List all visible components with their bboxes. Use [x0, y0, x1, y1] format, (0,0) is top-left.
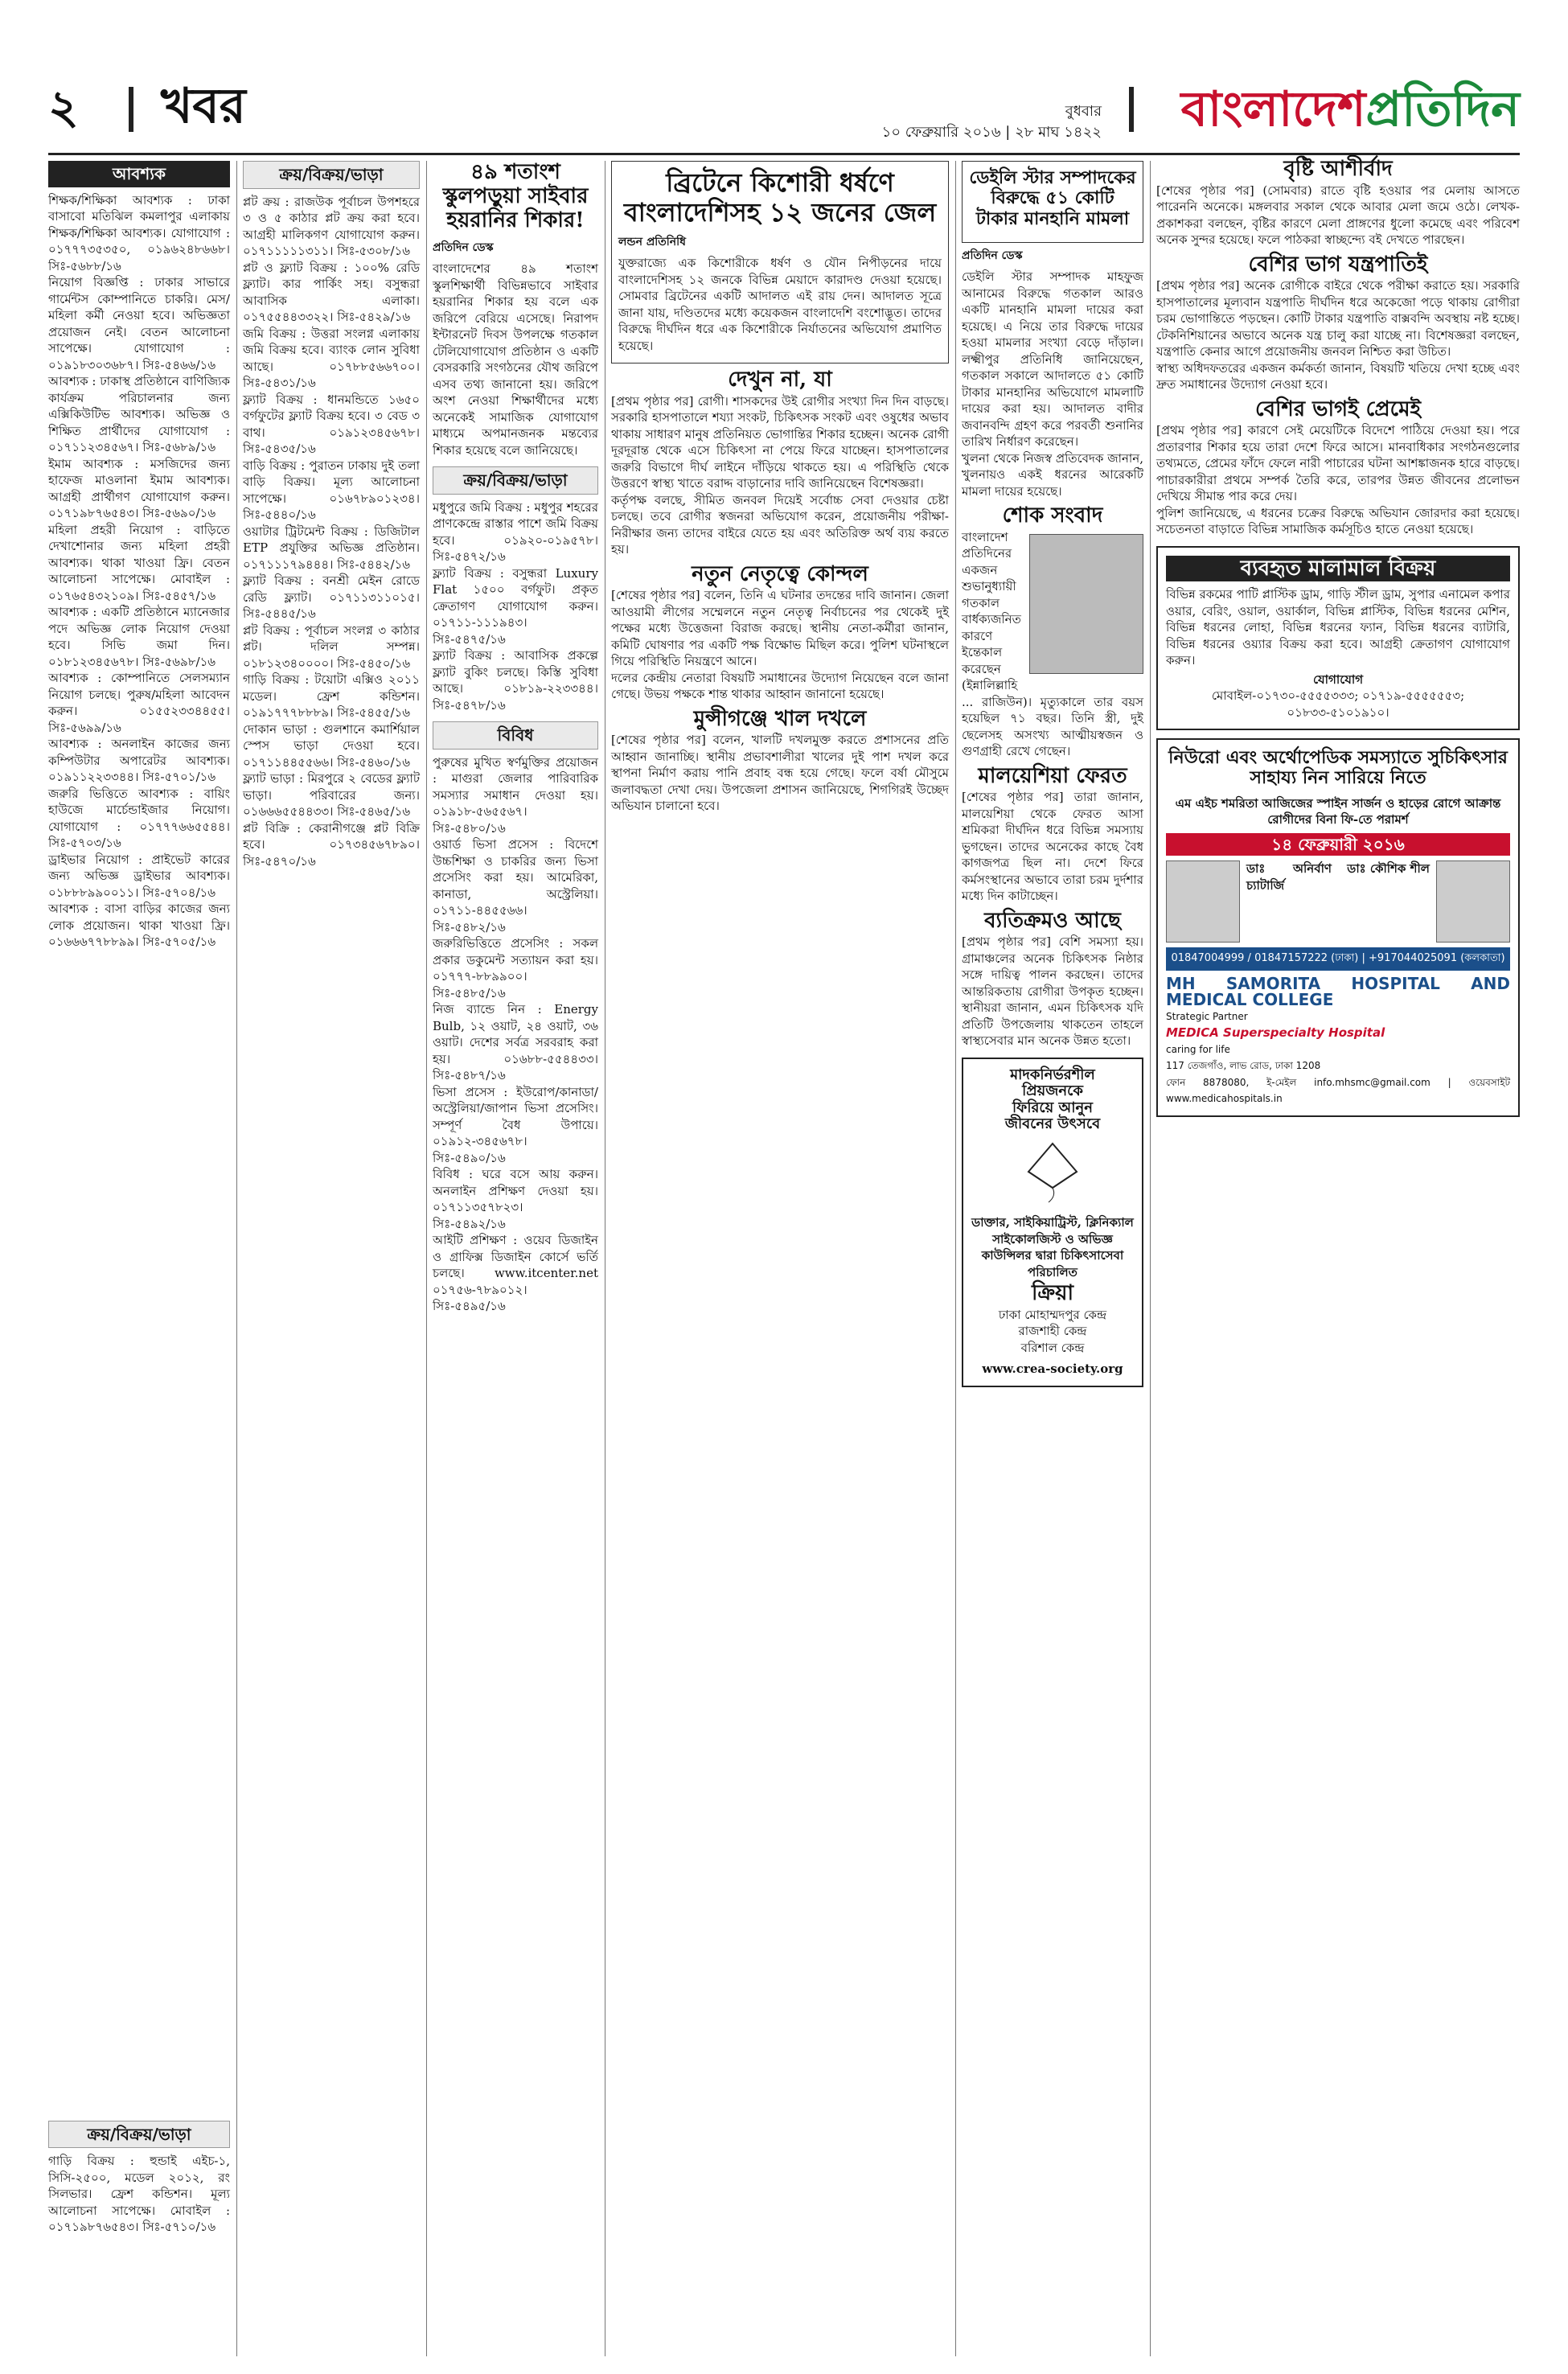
byline: প্রতিদিন ডেস্ক: [962, 248, 1023, 262]
obituary-photo: [1029, 534, 1143, 674]
ad-subtitle: ডাক্তার, সাইকিয়াট্রিস্ট, ক্লিনিক্যাল সাইকোলজিস্ট ও অভিজ্ঞ কাউন্সিলর দ্বারা চিকিৎসাসেবা পরিচালিত: [971, 1215, 1134, 1279]
masthead-divider: [129, 87, 133, 132]
story-body: বাংলাদেশের ৪৯ শতাংশ স্কুলশিক্ষার্থী বিভিন্নভাবে সাইবার হয়রানির শিকার হয় বলে এক জরিপে বেরিয়ে এসেছে। নিরাপদ ইন্টারনেট দিবস উপলক্ষে গতকাল টেলিযোগাযোগ প্রতিষ্ঠান ও একটি বেসরকারি সংগঠনের যৌথ জরিপে এসব তথ্য জানানো হয়। জরিপে অংশ নেওয়া শিক্ষার্থীদের মধ্যে অনেকেই সামাজিক যোগাযোগ মাধ্যমে অপমানজনক মন্তব্যের শিকার হয়েছে বলে জানিয়েছে।: [433, 261, 598, 458]
story-headline: নতুন নেতৃত্বে কোন্দল: [692, 561, 868, 586]
ad-tagline: জীবনের উৎসবে: [1004, 1115, 1101, 1133]
ad-center: বরিশাল কেন্দ্র: [1020, 1340, 1085, 1355]
news-column-6: [1156, 157, 1520, 2348]
story-headline: মুন্সীগঞ্জে খাল দখলে: [693, 706, 867, 731]
ad-tagline: ফিরিয়ে আনুন: [1012, 1099, 1093, 1116]
story-headline: বৃষ্টি আশীর্বাদ: [1283, 157, 1393, 181]
classifieds-column-1: [48, 161, 234, 2348]
story-headline: মালয়েশিয়া ফেরত: [978, 763, 1127, 788]
news-column-4: [611, 161, 953, 2348]
ad-headline: নিউরো এবং অর্থোপেডিক সমস্যাতে সুচিকিৎসার সাহায্য নিন সারিয়ে নিতে: [1168, 747, 1508, 789]
lead-story-box: [611, 161, 949, 363]
doctor-photo: [1166, 860, 1240, 943]
ad-title: ব্যবহৃত মালামাল বিক্রয়: [1166, 556, 1510, 582]
classified-ads: প্লট ক্রয় : রাজউক পূর্বাচল উপশহরে ৩ ও ৫ কাঠার প্লট ক্রয় করা হবে। আগ্রহী মালিকগণ যোগাযোগ করুন। ০১৭১১১১১৩১১। সিঃ-৫৩০৮/১৬ প্লট ও ফ্ল্যাট বিক্রয় : ১০০% রেডি ফ্ল্যাট। কার পার্কিং সহ। বসুন্ধরা আবাসিক এলাকা। ০১৭৫৫৪৪৩৩২২। সিঃ-৫৪২৯/১৬ জমি বিক্রয় : উত্তরা সংলগ্ন এলাকায় জমি বিক্রয় হবে। ব্যাংক লোন সুবিধা আছে। ০১৭৮৮৫৬৬৭০০। সিঃ-৫৪৩১/১৬ ফ্ল্যাট বিক্রয় : ধানমন্ডিতে ১৬৫০ বর্গফুটের ফ্ল্যাট বিক্রয় হবে। ৩ বেড ৩ বাথ। ০১৯১২৩৪৫৬৭৮। সিঃ-৫৪৩৫/১৬ বাড়ি বিক্রয় : পুরাতন ঢাকায় দুই তলা বাড়ি বিক্রয়। মূল্য আলোচনা সাপেক্ষে। ০১৬৭৮৯০১২৩৪। সিঃ-৫৪৪০/১৬ ওয়াটার ট্রিটমেন্ট বিক্রয় : ডিজিটাল ETP প্রযুক্তির অভিজ্ঞ প্রতিষ্ঠান। ০১৭১১১৭৯৪৪৪। সিঃ-৫৪৪২/১৬ ফ্ল্যাট বিক্রয় : বনশ্রী মেইন রোডে রেডি ফ্ল্যাট। ০১৭১১৩১১০১৫। সিঃ-৫৪৪৫/১৬ প্লট বিক্রয় : পূর্বাচল সংলগ্ন ৩ কাঠার প্লট। দলিল সম্পন্ন। ০১৮১২৩৪০০০০। সিঃ-৫৪৫০/১৬ গাড়ি বিক্রয় : টয়োটা এক্সিও ২০১১ মডেল। ফ্রেশ কন্ডিশন। ০১৯১৭৭৭৮৮৮৯। সিঃ-৫৪৫৫/১৬ দোকান ভাড়া : গুলশানে কমার্শিয়াল স্পেস ভাড়া দেওয়া হবে। ০১৭১১৪৪৫৫৬৬। সিঃ-৫৪৬০/১৬ ফ্ল্যাট ভাড়া : মিরপুরে ২ বেডের ফ্ল্যাট ভাড়া। পরিবারের জন্য। ০১৬৬৬৫৫৪৪৩৩। সিঃ-৫৪৬৫/১৬ প্লট বিক্রি : কেরানীগঞ্জে প্লট বিক্রি হবে। ০১৭৩৪৫৬৭৮৯০। সিঃ-৫৪৭০/১৬: [243, 194, 420, 869]
hospital-address: 117 তেজগাঁও, লাভ রোড, ঢাকা 1208: [1166, 1060, 1321, 1072]
ad-tagline: প্রিয়জনকে: [1022, 1082, 1083, 1100]
section-name: খবর: [161, 78, 246, 134]
ad-center: ঢাকা মোহাম্মদপুর কেন্দ্র: [998, 1307, 1107, 1322]
story-body: [শেষের পৃষ্ঠার পর] তারা জানান, মালয়েশিয়া থেকে ফেরত আসা শ্রমিকরা দীর্ঘদিন ধরে বিভিন্ন সমস্যায় ভুগছেন। তাদের অনেকের কাছে বৈধ কাগজপত্র ছিল না। দেশে ফিরে কর্মসংস্থানের অভাবে তারা চরম দুর্দশার মধ্যে দিন কাটাচ্ছেন।: [962, 790, 1143, 904]
ad-phone[interactable]: 01847004999 / 01847157222 (ঢাকা) | +917044025091 (কলকাতা): [1166, 947, 1510, 971]
ad-brand: ক্রিয়া: [1031, 1281, 1074, 1306]
dateline: [882, 101, 1102, 143]
logo-part-1: বাংলাদেশ: [1180, 81, 1366, 138]
column-rule: [236, 161, 237, 2356]
ad-body: বিভিন্ন রকমের পাটি প্লাস্টিক ড্রাম, গাড়ি স্টীল ড্রাম, সুপার এনামেল কপার ওয়ার, বেরিং, ওয়াল, ওয়ার্কাল, বিভিন্ন প্লাস্টিক, বিভিন্ন ধরনের মেশিন, বিভিন্ন ধরনের লোহা, বিভিন্ন ধরনের ফ্যান, বিভিন্ন ধরনের ব্যাটারি, বিভিন্ন ধরনের ওয়্যার বিক্রয় করা হবে। আগ্রহী ক্রেতাগণ যোগাযোগ করুন।: [1166, 587, 1510, 667]
lead-headline: ব্রিটেনে কিশোরী ধর্ষণে বাংলাদেশিসহ ১২ জনের জেল: [623, 167, 937, 228]
story-box: [962, 161, 1143, 243]
story-headline: দেখুন না, যা: [728, 368, 832, 392]
story-headline: ৪৯ শতাংশ স্কুলপড়ুয়া সাইবার হয়রানির শিকার!: [442, 160, 589, 232]
crea-advertisement[interactable]: [962, 1058, 1143, 1387]
classified-ads: মধুপুরে জমি বিক্রয় : মধুপুর শহরের প্রাণকেন্দ্রে রাস্তার পাশে জমি বিক্রয় হবে। ০১৯২০-০১৯৫৭৮। সিঃ-৫৪৭২/১৬ ফ্ল্যাট বিক্রয় : বসুন্ধরা Luxury Flat ১৫০০ বর্গফুট। প্রকৃত ক্রেতাগণ যোগাযোগ করুন। ০১৭১১-১১১৯৪৩। সিঃ-৫৪৭৫/১৬ ফ্ল্যাট বিক্রয় : আবাসিক প্রকল্পে ফ্ল্যাট বুকিং চলছে। কিস্তি সুবিধা আছে। ০১৮১৯-২২৩৩৪৪। সিঃ-৫৪৭৮/১৬: [433, 499, 598, 713]
column-rule: [955, 161, 956, 2356]
story-headline: বেশির ভাগই প্রেমেই: [1254, 396, 1422, 421]
byline: প্রতিদিন ডেস্ক: [433, 240, 494, 254]
news-column-5: [962, 161, 1143, 2348]
ad-contact-label: যোগাযোগ: [1312, 672, 1364, 687]
story-body: [প্রথম পৃষ্ঠার পর] অনেক রোগীকে বাইরে থেকে পরীক্ষা করাতে হয়। সরকারি হাসপাতালের মূল্যবান যন্ত্রপাতি দীর্ঘদিন ধরে অকেজো পড়ে থাকায় রোগীরা চরম ভোগান্তিতে পড়ছেন। কোটি টাকার যন্ত্রপাতি বাক্সবন্দি অবস্থায় নষ্ট হচ্ছে। টেকনিশিয়ানের অভাবে অনেক যন্ত্র চালু করা যাচ্ছে না। বিশেষজ্ঞরা বলছেন, যন্ত্রপাতি কেনার আগে প্রয়োজনীয় জনবল নিশ্চিত করা উচিত। স্বাস্থ্য অধিদফতরের একজন কর্মকর্তা জানান, বিষয়টি খতিয়ে দেখা হচ্ছে এবং দ্রুত সমাধানের উদ্যোগ নেওয়া হবে।: [1156, 278, 1520, 392]
sale-advertisement[interactable]: [1156, 546, 1520, 731]
story-body: ডেইলি স্টার সম্পাদক মাহফুজ আনামের বিরুদ্ধে গতকাল আরও একটি মানহানি মামলা দায়ের করা হয়েছে। এ নিয়ে তার বিরুদ্ধে দায়ের হওয়া মামলার সংখ্যা বেড়ে দাঁড়াল। লক্ষ্মীপুর প্রতিনিধি জানিয়েছেন, গতকাল সকালে আদালতে ৫১ কোটি টাকার মানহানির অভিযোগে মামলাটি দায়ের করা হয়। আদালত বাদীর জবানবন্দি গ্রহণ করে পরবর্তী শুনানির তারিখ নির্ধারণ করেছেন। খুলনা থেকে নিজস্ব প্রতিবেদক জানান, খুলনায়ও একই ধরনের আরেকটি মামলা দায়ের হয়েছে।: [962, 269, 1143, 499]
classified-header: আবশ্যক: [48, 161, 230, 187]
column-rule: [426, 161, 427, 2356]
story-body: [শেষের পৃষ্ঠার পর] বলেন, খালটি দখলমুক্ত করতে প্রশাসনের প্রতি আহ্বান জানাচ্ছি। স্থানীয় প্রভাবশালীরা খালের দুই পাশ দখল করে স্থাপনা নির্মাণ করায় পানি প্রবাহ বন্ধ হয়ে গেছে। ফলে বর্ষা মৌসুমে জলাবদ্ধতা দেখা দেয়। উপজেলা প্রশাসন জানিয়েছে, শিগগিরই উচ্ছেদ অভিযান চালানো হবে।: [611, 733, 953, 814]
classified-header: ক্রয়/বিক্রয়/ভাড়া: [48, 2121, 230, 2149]
story-body: বাংলাদেশ প্রতিদিনের একজন শুভানুধ্যায়ী গতকাল বার্ধক্যজনিত কারণে ইন্তেকাল করেছেন (ইন্নালিল্লাহি ... রাজিউন)। মৃত্যুকালে তার বয়স হয়েছিল ৭১ বছর। তিনি স্ত্রী, দুই ছেলেসহ অসংখ্য আত্মীয়স্বজন ও গুণগ্রাহী রেখে গেছেন।: [962, 529, 1143, 759]
hospital-name: MH SAMORITA HOSPITAL AND MEDICAL COLLEGE: [1166, 973, 1510, 1010]
partner-label: Strategic Partner: [1166, 1010, 1248, 1022]
hospital-advertisement[interactable]: [1156, 738, 1520, 1117]
masthead-divider: [1129, 87, 1134, 132]
ad-mobile: মোবাইল-০১৭৩০-৫৫৫৫৩৩৩; ০১৭১৯-৫৫৫৫৫৫৩; ০১৮৩৩-৫১০১৯১০।: [1211, 688, 1465, 720]
misc-ads: পুরুষের মুখিত স্বর্ণমুক্তির প্রয়োজন : মাগুরা জেলার পারিবারিক সমস্যার সমাধান দেওয়া হয়। ০১৯১৮-৫৬৫৫৬৭। সিঃ-৫৪৮০/১৬ ওয়ার্ড ভিসা প্রসেস : বিদেশে উচ্চশিক্ষা ও চাকরির জন্য ভিসা প্রসেসিং করা হয়। আমেরিকা, কানাডা, অস্ট্রেলিয়া। ০১৭১১-৪৪৫৫৬৬। সিঃ-৫৪৮২/১৬ জরুরিভিত্তিতে প্রসেসিং : সকল প্রকার ডকুমেন্ট সত্যায়ন করা হয়। ০১৭৭৭-৮৮৯৯০০। সিঃ-৫৪৮৫/১৬ নিজ ব্যান্ডে নিন : Energy Bulb, ১২ ওয়াট, ২৪ ওয়াট, ৩৬ ওয়াট। দেশের সর্বত্র সরবরাহ করা হয়। ০১৬৮৮-৫৫৪৪৩৩। সিঃ-৫৪৮৭/১৬ ভিসা প্রসেস : ইউরোপ/কানাডা/অস্ট্রেলিয়া/জাপান ভিসা প্রসেসিং। সম্পূর্ণ বৈধ উপায়ে। ০১৯১২-৩৪৫৬৭৮। সিঃ-৫৪৯০/১৬ বিবিধ : ঘরে বসে আয় করুন। অনলাইন প্রশিক্ষণ দেওয়া হয়। ০১৭১১৩৫৭৮২৩। সিঃ-৫৪৯২/১৬ আইটি প্রশিক্ষণ : ওয়েব ডিজাইন ও গ্রাফিক্স ডিজাইন কোর্সে ভর্তি চলছে। www.itcenter.net ০১৭৫৬-৭৮৯০১২। সিঃ-৫৪৯৫/১৬: [433, 754, 598, 1314]
ad-tagline: মাদকনির্ভরশীল: [1010, 1066, 1095, 1083]
byline: লন্ডন প্রতিনিধি: [618, 235, 687, 248]
story-body: [প্রথম পৃষ্ঠার পর] কারণে সেই মেয়েটিকে বিদেশে পাঠিয়ে দেওয়া হয়। পরে প্রতারণার শিকার হয়ে তারা দেশে ফিরে আসে। মানবাধিকার সংগঠনগুলোর তথ্যমতে, প্রেমের ফাঁদে ফেলে নারী পাচারের ঘটনা আশঙ্কাজনক হারে বাড়ছে। পাচারকারীরা প্রথমে সম্পর্ক তৈরি করে, তারপর উন্নত জীবনের প্রলোভন দেখিয়ে সীমান্ত পার করে দেয়। পুলিশ জানিয়েছে, এ ধরনের চক্রের বিরুদ্ধে অভিযান জোরদার করা হয়েছে। সচেতনতা বাড়াতে বিভিন্ন সামাজিক কর্মসূচিও হাতে নেওয়া হয়েছে।: [1156, 423, 1520, 536]
story-headline: বেশির ভাগ যন্ত্রপাতিই: [1248, 252, 1428, 277]
doctor-name: ডাঃ কৌশিক শীল: [1347, 861, 1430, 877]
ad-date: ১৪ ফেব্রুয়ারী ২০১৬: [1166, 833, 1510, 856]
newspaper-logo[interactable]: [1181, 80, 1520, 138]
hospital-contact[interactable]: ফোন 8878080, ই-মেইল info.mhsmc@gmail.com | ওয়েবসাইট www.medicahospitals.in: [1166, 1076, 1510, 1105]
story-headline: ব্যতিক্রমও আছে: [984, 908, 1121, 933]
masthead: [48, 80, 1520, 146]
story-body: [শেষের পৃষ্ঠার পর] (সোমবার) রাতে বৃষ্টি হওয়ার পর মেলায় আসতে পারেননি অনেকে। মঙ্গলবার সকাল থেকে আবার মেলা জমে ওঠে। লেখক-প্রকাশকরা বলছেন, বৃষ্টির কারণে মেলা প্রাঙ্গণের ধুলো কমেছে এবং পরিবেশ অনেক সুন্দর হয়েছে। ফলে পাঠকরা স্বাচ্ছন্দ্যে বই দেখতে পারছেন।: [1156, 183, 1520, 247]
classifieds-column-2: [243, 161, 420, 2348]
ad-website[interactable]: www.crea-society.org: [982, 1362, 1123, 1377]
partner-tagline: caring for life: [1166, 1043, 1230, 1055]
story-headline: ডেইলি স্টার সম্পাদকের বিরুদ্ধে ৫১ কোটি টাকার মানহানি মামলা: [969, 167, 1136, 229]
classified-ads: গাড়ি বিক্রয় : হুন্ডাই এইচ-১, সিসি-২৫০০, মডেল ২০১২, রং সিলভার। ফ্রেশ কন্ডিশন। মূল্য আলোচনা সাপেক্ষে। মোবাইল : ০১৭১৯৮৭৬৫৪৩। সিঃ-৫৭১০/১৬: [48, 2154, 234, 2234]
page-number: ২: [48, 80, 79, 134]
logo-part-2: প্রতিদিন: [1365, 81, 1520, 138]
partner-name: MEDICA Superspecialty Hospital: [1166, 1025, 1385, 1041]
ad-subtitle: এম এইচ শমরিতা আজিজের স্পাইন সার্জন ও হাড়ের রোগে আক্রান্ত রোগীদের বিনা ফি-তে পরামর্শ: [1175, 795, 1501, 828]
doctor-photo: [1436, 860, 1510, 943]
masthead-rule: [48, 153, 1520, 155]
kite-icon: [971, 1140, 1134, 1209]
story-headline: শোক সংবাদ: [1002, 503, 1103, 528]
story-body: [শেষের পৃষ্ঠার পর] বলেন, তিনি এ ঘটনার তদন্তের দাবি জানান। জেলা আওয়ামী লীগের সম্মেলনে নতুন নেতৃত্ব নির্বাচনের পর থেকেই দুই পক্ষের মধ্যে উত্তেজনা বিরাজ করছে। স্থানীয় নেতা-কর্মীরা জানান, কমিটি ঘোষণার পর একটি পক্ষ বিক্ষোভ মিছিল করে। পুলিশ ঘটনাস্থলে গিয়ে পরিস্থিতি নিয়ন্ত্রণে আনে। দলের কেন্দ্রীয় নেতারা বিষয়টি সমাধানের উদ্যোগ নিয়েছেন বলে জানা গেছে। উভয় পক্ষকে শান্ত থাকার আহ্বান জানানো হয়েছে।: [611, 588, 949, 702]
column-rule: [1150, 161, 1151, 2356]
weekday: বুধবার: [1065, 103, 1102, 120]
classified-header: ক্রয়/বিক্রয়/ভাড়া: [433, 466, 598, 495]
misc-header: বিবিধ: [433, 721, 598, 750]
story-body: যুক্তরাজ্যে এক কিশোরীকে ধর্ষণ ও যৌন নিপীড়নের দায়ে বাংলাদেশিসহ ১২ জনকে বিভিন্ন মেয়াদে কারাদণ্ড দেওয়া হয়েছে। সোমবার ব্রিটেনের একটি আদালত এই রায় দেন। আদালত সূত্রে জানা যায়, দণ্ডিতদের মধ্যে কয়েকজন বাংলাদেশি বংশোদ্ভূত। তাদের বিরুদ্ধে দীর্ঘদিন ধরে এক কিশোরীকে নির্যাতনের অভিযোগ প্রমাণিত হয়েছে।: [618, 256, 942, 353]
doctor-row: [1166, 860, 1510, 943]
story-body: [প্রথম পৃষ্ঠার পর] বেশি সমস্যা হয়। গ্রামাঞ্চলের অনেক চিকিৎসক নিষ্ঠার সঙ্গে দায়িত্ব পালন করছেন। তাদের আন্তরিকতায় রোগীরা উপকৃত হচ্ছেন। স্থানীয়রা জানান, এমন চিকিৎসক যদি প্রতিটি উপজেলায় থাকতেন তাহলে স্বাস্থ্যসেবার মান অনেক উন্নত হতো।: [962, 934, 1143, 1049]
date: ১০ ফেব্রুয়ারি ২০১৬ | ২৮ মাঘ ১৪২২: [881, 124, 1102, 141]
doctor-name: ডাঃ অনির্বাণ চ্যাটার্জি: [1246, 861, 1332, 893]
story-body: [প্রথম পৃষ্ঠার পর] রোগী। শাসকদের উই রোগীর সংখ্যা দিন দিন বাড়ছে। সরকারি হাসপাতালে শয্যা সংকট, চিকিৎসক সংকট এবং ওষুধের অভাব থাকায় সাধারণ মানুষ প্রতিনিয়ত ভোগান্তির শিকার হচ্ছেন। অনেক রোগী দূরদূরান্ত থেকে এসে চিকিৎসা না পেয়ে ফিরে যাচ্ছেন। হাসপাতালের জরুরি বিভাগে দীর্ঘ লাইনে দাঁড়িয়ে থাকতে হয়। এ পরিস্থিতি থেকে উত্তরণে স্বাস্থ্য খাতে বরাদ্দ বাড়ানোর দাবি জানিয়েছেন বিশেষজ্ঞরা। কর্তৃপক্ষ বলছে, সীমিত জনবল দিয়েই সর্বোচ্চ সেবা দেওয়ার চেষ্টা চলছে। তবে রোগীর স্বজনরা অভিযোগ করেন, প্রয়োজনীয় পরীক্ষা-নিরীক্ষার জন্য তাদের বাইরে যেতে হয় এবং অতিরিক্ত অর্থ ব্যয় করতে হয়।: [611, 393, 949, 557]
ad-center: রাজশাহী কেন্দ্র: [1018, 1324, 1087, 1339]
classified-ads: শিক্ষক/শিক্ষিকা আবশ্যক : ঢাকা বাসাবো মতিঝিল কমলাপুর এলাকায় শিক্ষক/শিক্ষিকা আবশ্যক। যোগাযোগ : ০১৭৭৭৩৫৩৫০, ০১৯৬২৪৮৬৬৮। সিঃ-৫৬৮৮/১৬ নিয়োগ বিজ্ঞপ্তি : ঢাকার সাভারে গার্মেন্টস কোম্পানিতে চাকরি। মেস/মহিলা কর্মী নেওয়া হবে। অভিজ্ঞতা প্রয়োজন নেই। বেতন আলোচনা সাপেক্ষে। যোগাযোগ : ০১৯১৮৩০৩৬৮৭। সিঃ-৫৪৬৬/১৬ আবশ্যক : ঢাকাস্থ প্রতিষ্ঠানে বাণিজ্যিক কার্যক্রম পরিচালনার জন্য এক্সিকিউটিভ আবশ্যক। অভিজ্ঞ ও শিক্ষিত প্রার্থীদের যোগাযোগ : ০১৭১১২৩৪৫৬৭। সিঃ-৫৬৮৯/১৬ ইমাম আবশ্যক : মসজিদের জন্য হাফেজ মাওলানা ইমাম আবশ্যক। আগ্রহী প্রার্থীগণ যোগাযোগ করুন। ০১৭১৯৮৭৬৫৪৩। সিঃ-৫৬৯০/১৬ মহিলা প্রহরী নিয়োগ : বাড়িতে দেখাশোনার জন্য মহিলা প্রহরী আবশ্যক। থাকা খাওয়া ফ্রি। বেতন আলোচনা সাপেক্ষে। মোবাইল : ০১৭৬৫৪৩২১০৯। সিঃ-৫৪৫৭/১৬ আবশ্যক : একটি প্রতিষ্ঠানে ম্যানেজার পদে অভিজ্ঞ লোক নিয়োগ দেওয়া হবে। সিভি জমা দিন। ০১৮১২৩৪৫৬৭৮। সিঃ-৫৬৯৮/১৬ আবশ্যক : কোম্পানিতে সেলসম্যান নিয়োগ চলছে। পুরুষ/মহিলা আবেদন করুন। ০১৫৫২৩৩৪৪৫৫। সিঃ-৫৬৯৯/১৬ আবশ্যক : অনলাইন কাজের জন্য কম্পিউটার অপারেটর আবশ্যক। ০১৯১১২২৩৩৪৪। সিঃ-৫৭০১/১৬ জরুরি ভিত্তিতে আবশ্যক : বায়িং হাউজে মার্চেন্ডাইজার নিয়োগ। যোগাযোগ : ০১৭৭৭৬৬৫৫৪৪। সিঃ-৫৭০৩/১৬ ড্রাইভার নিয়োগ : প্রাইভেট কারের জন্য অভিজ্ঞ ড্রাইভার আবশ্যক। ০১৮৮৮৯৯০০১১। সিঃ-৫৭০৪/১৬ আবশ্যক : বাসা বাড়ির কাজের জন্য লোক প্রয়োজন। থাকা খাওয়া ফ্রি। ০১৬৬৬৭৭৮৮৯৯। সিঃ-৫৭০৫/১৬: [48, 192, 230, 949]
classified-header: ক্রয়/বিক্রয়/ভাড়া: [243, 161, 420, 189]
news-column-3: [433, 161, 598, 2348]
